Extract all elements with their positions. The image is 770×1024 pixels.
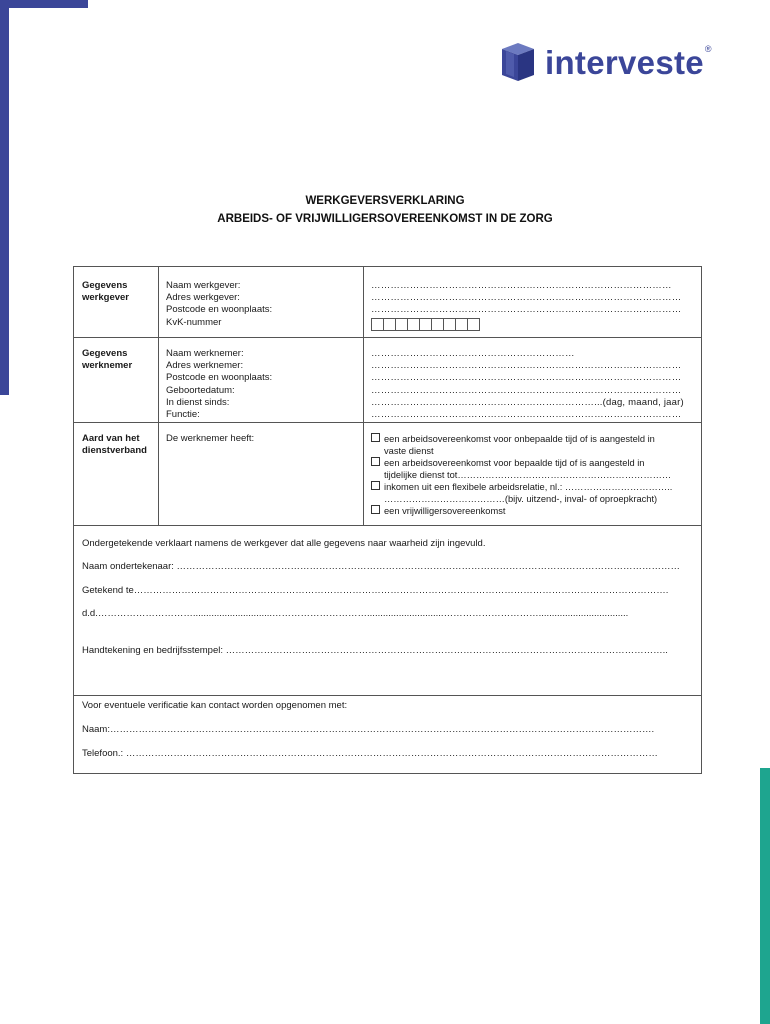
cube-logo-icon xyxy=(500,41,536,83)
field-label-kvk: KvK-nummer xyxy=(166,316,222,328)
document-title: WERKGEVERSVERKLARING xyxy=(305,195,465,207)
field-label-geboortedatum: Geboortedatum: xyxy=(166,384,235,396)
field-label-adres-werkgever: Adres werkgever: xyxy=(166,292,240,304)
checkbox[interactable] xyxy=(371,457,380,466)
input-in-dienst-sinds[interactable]: ……………………………………………………………...(dag, maand, jaar) xyxy=(371,396,684,408)
column-divider-2 xyxy=(363,267,364,525)
section-label-werkgever: Gegevens werkgever xyxy=(82,280,130,303)
kvk-number-boxes[interactable] xyxy=(371,318,681,331)
input-geboortedatum[interactable]: …………………………………………………………………………………… xyxy=(371,384,682,396)
input-handtekening[interactable]: Handtekening en bedrijfsstempel: ………………………………………………………………………………………………………………………….. xyxy=(82,645,668,656)
document-subtitle: ARBEIDS- OF VRIJWILLIGERSOVEREENKOMST IN DE ZORG xyxy=(217,213,553,225)
input-naam-werknemer[interactable]: ……………………………………………………… xyxy=(371,348,575,359)
input-adres-werkgever[interactable]: …………………………………………………………………………………… xyxy=(371,292,682,304)
field-label-werknemer-heeft: De werknemer heeft: xyxy=(166,433,255,444)
checkbox[interactable] xyxy=(371,433,380,442)
werknemer-fields xyxy=(166,348,272,421)
section-divider xyxy=(74,695,701,696)
werkgever-fields xyxy=(166,280,272,329)
field-label-in-dienst-sinds: In dienst sinds: xyxy=(166,396,230,408)
input-adres-werknemer[interactable]: …………………………………………………………………………………… xyxy=(371,360,682,372)
option-vrijwilligersovereenkomst[interactable]: een vrijwilligersovereenkomst xyxy=(371,505,672,517)
declaration-statement: Ondergetekende verklaart namens de werkgever dat alle gegevens naar waarheid zijn ingevuld. xyxy=(82,538,486,549)
input-naam-ondertekenaar[interactable]: Naam ondertekenaar: …………………………………………………………………………………………………………………………………………… xyxy=(82,561,681,572)
checkbox[interactable] xyxy=(371,505,380,514)
brand-logo xyxy=(500,40,712,84)
input-postcode-werkgever[interactable]: …………………………………………………………………………………… xyxy=(371,304,682,316)
section-divider xyxy=(74,525,701,526)
werkgever-values xyxy=(371,280,681,331)
werknemer-values xyxy=(371,348,684,421)
section-label-dienstverband: Aard van het dienstverband xyxy=(82,433,147,456)
kvk-box[interactable] xyxy=(467,318,480,331)
decorative-right-bar xyxy=(760,768,770,1024)
input-contact-naam[interactable]: Naam:………………………………………………………………………………………………………………………………………………………. xyxy=(82,724,655,735)
input-getekend-te[interactable]: Getekend te……………………………………………………………………………………………………………………………………………………. xyxy=(82,585,669,596)
input-functie[interactable]: …………………………………………………………………………………… xyxy=(371,409,682,421)
field-label-postcode-werkgever: Postcode en woonplaats: xyxy=(166,304,273,316)
field-label-naam-werkgever: Naam werkgever: xyxy=(166,280,241,291)
option-onbepaalde-tijd[interactable]: een arbeidsovereenkomst voor onbepaalde tijd of is aangesteld in vaste dienst xyxy=(371,433,672,457)
section-label-werknemer: Gegevens werknemer xyxy=(82,348,133,371)
option-bepaalde-tijd[interactable]: een arbeidsovereenkomst voor bepaalde tijd of is aangesteld in tijdelijke dienst tot…………………………………………………………… xyxy=(371,457,672,481)
input-naam-werkgever[interactable]: ………………………………………………………………………………… xyxy=(371,280,672,291)
option-flexibele-arbeidsrelatie[interactable]: inkomen uit een flexibele arbeidsrelatie, nl.: …………………………….. …………………………………(bijv. uitzend-, inval- of oproepkracht) xyxy=(371,481,672,505)
field-label-adres-werknemer: Adres werknemer: xyxy=(166,360,244,372)
dienstverband-options xyxy=(371,433,672,517)
column-divider-1 xyxy=(158,267,159,525)
declaration-form xyxy=(73,266,702,774)
field-label-naam-werknemer: Naam werknemer: xyxy=(166,348,244,359)
section-divider xyxy=(74,337,701,338)
field-label-functie: Functie: xyxy=(166,409,200,421)
field-label-postcode-werknemer: Postcode en woonplaats: xyxy=(166,372,273,384)
logo-wordmark: interveste xyxy=(545,43,704,81)
input-datum[interactable]: d.d.…………………………..............................………………………….............................………………………….................................. xyxy=(82,608,629,619)
registered-mark: ® xyxy=(704,44,712,54)
input-postcode-werknemer[interactable]: …………………………………………………………………………………… xyxy=(371,372,682,384)
verificatie-intro: Voor eventuele verificatie kan contact worden opgenomen met: xyxy=(82,700,348,711)
checkbox[interactable] xyxy=(371,481,380,490)
section-divider xyxy=(74,422,701,423)
decorative-top-bar xyxy=(0,0,88,8)
input-contact-telefoon[interactable]: Telefoon.: …………………………………………………………………………………………………………………………………………………… xyxy=(82,748,658,759)
